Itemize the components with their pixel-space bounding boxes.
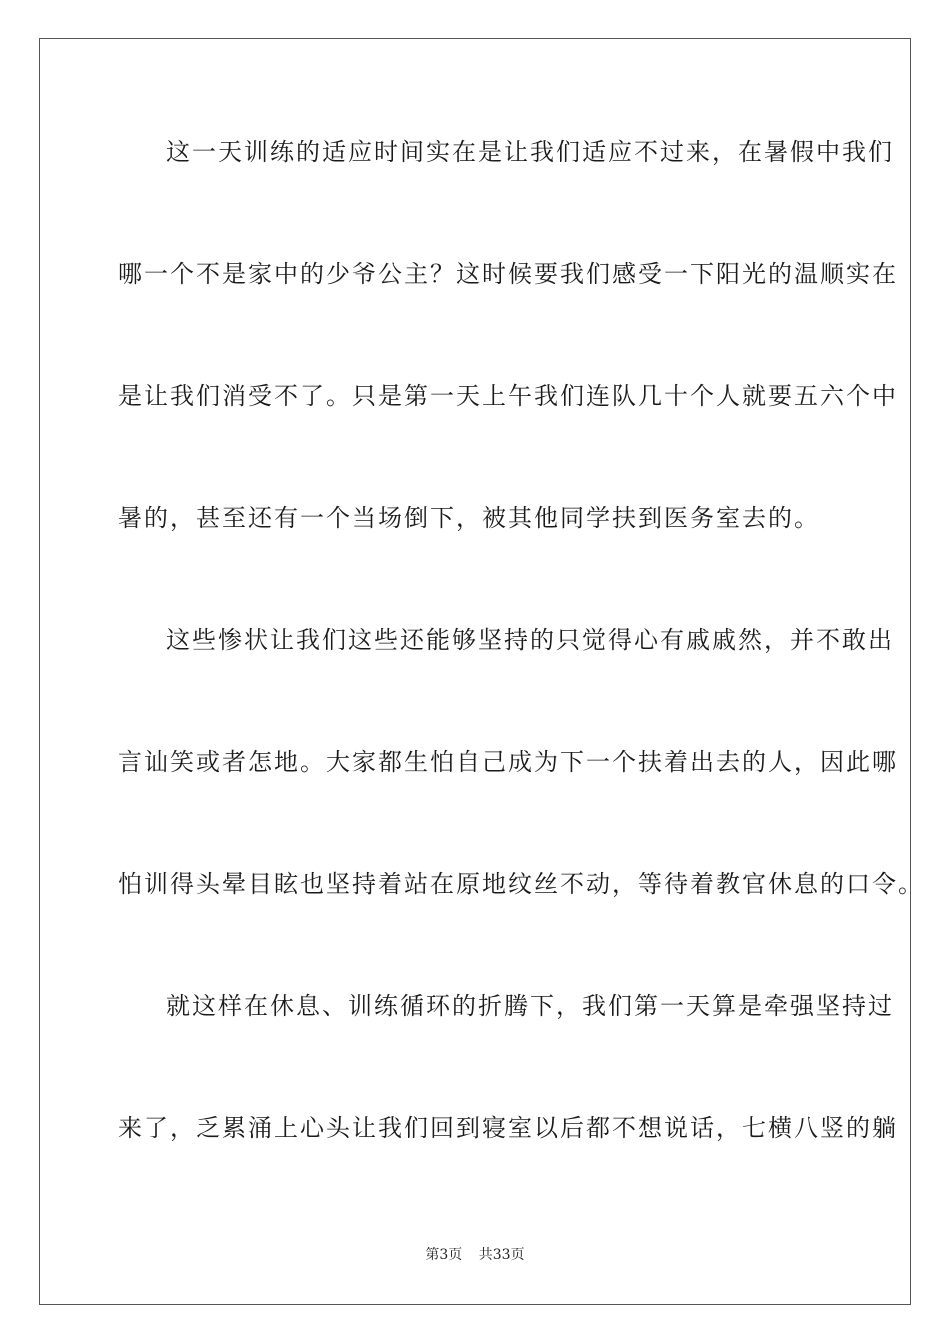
paragraph-1-line-3: 是让我们消受不了。只是第一天上午我们连队几十个人就要五六个中 — [118, 382, 898, 410]
page-footer — [0, 1246, 950, 1264]
paragraph-3-line-2: 来了，乏累涌上心头让我们回到寝室以后都不想说话，七横八竖的躺 — [118, 1114, 898, 1142]
paragraph-1-line-4: 暑的，甚至还有一个当场倒下，被其他同学扶到医务室去的。 — [118, 504, 820, 532]
total-pages: 共33页 — [478, 1247, 525, 1263]
paragraph-2-line-3: 怕训得头晕目眩也坚持着站在原地纹丝不动，等待着教官休息的口令。 — [118, 870, 924, 898]
paragraph-2-line-1: 这些惨状让我们这些还能够坚持的只觉得心有戚戚然，并不敢出 — [166, 626, 894, 654]
page-number: 第3页 — [425, 1247, 463, 1263]
paragraph-3-line-1: 就这样在休息、训练循环的折腾下，我们第一天算是牵强坚持过 — [166, 992, 894, 1020]
paragraph-2-line-2: 言讪笑或者怎地。大家都生怕自己成为下一个扶着出去的人，因此哪 — [118, 748, 898, 776]
paragraph-1-line-2: 哪一个不是家中的少爷公主？这时候要我们感受一下阳光的温顺实在 — [118, 260, 898, 288]
paragraph-1-line-1: 这一天训练的适应时间实在是让我们适应不过来，在暑假中我们 — [166, 138, 894, 166]
